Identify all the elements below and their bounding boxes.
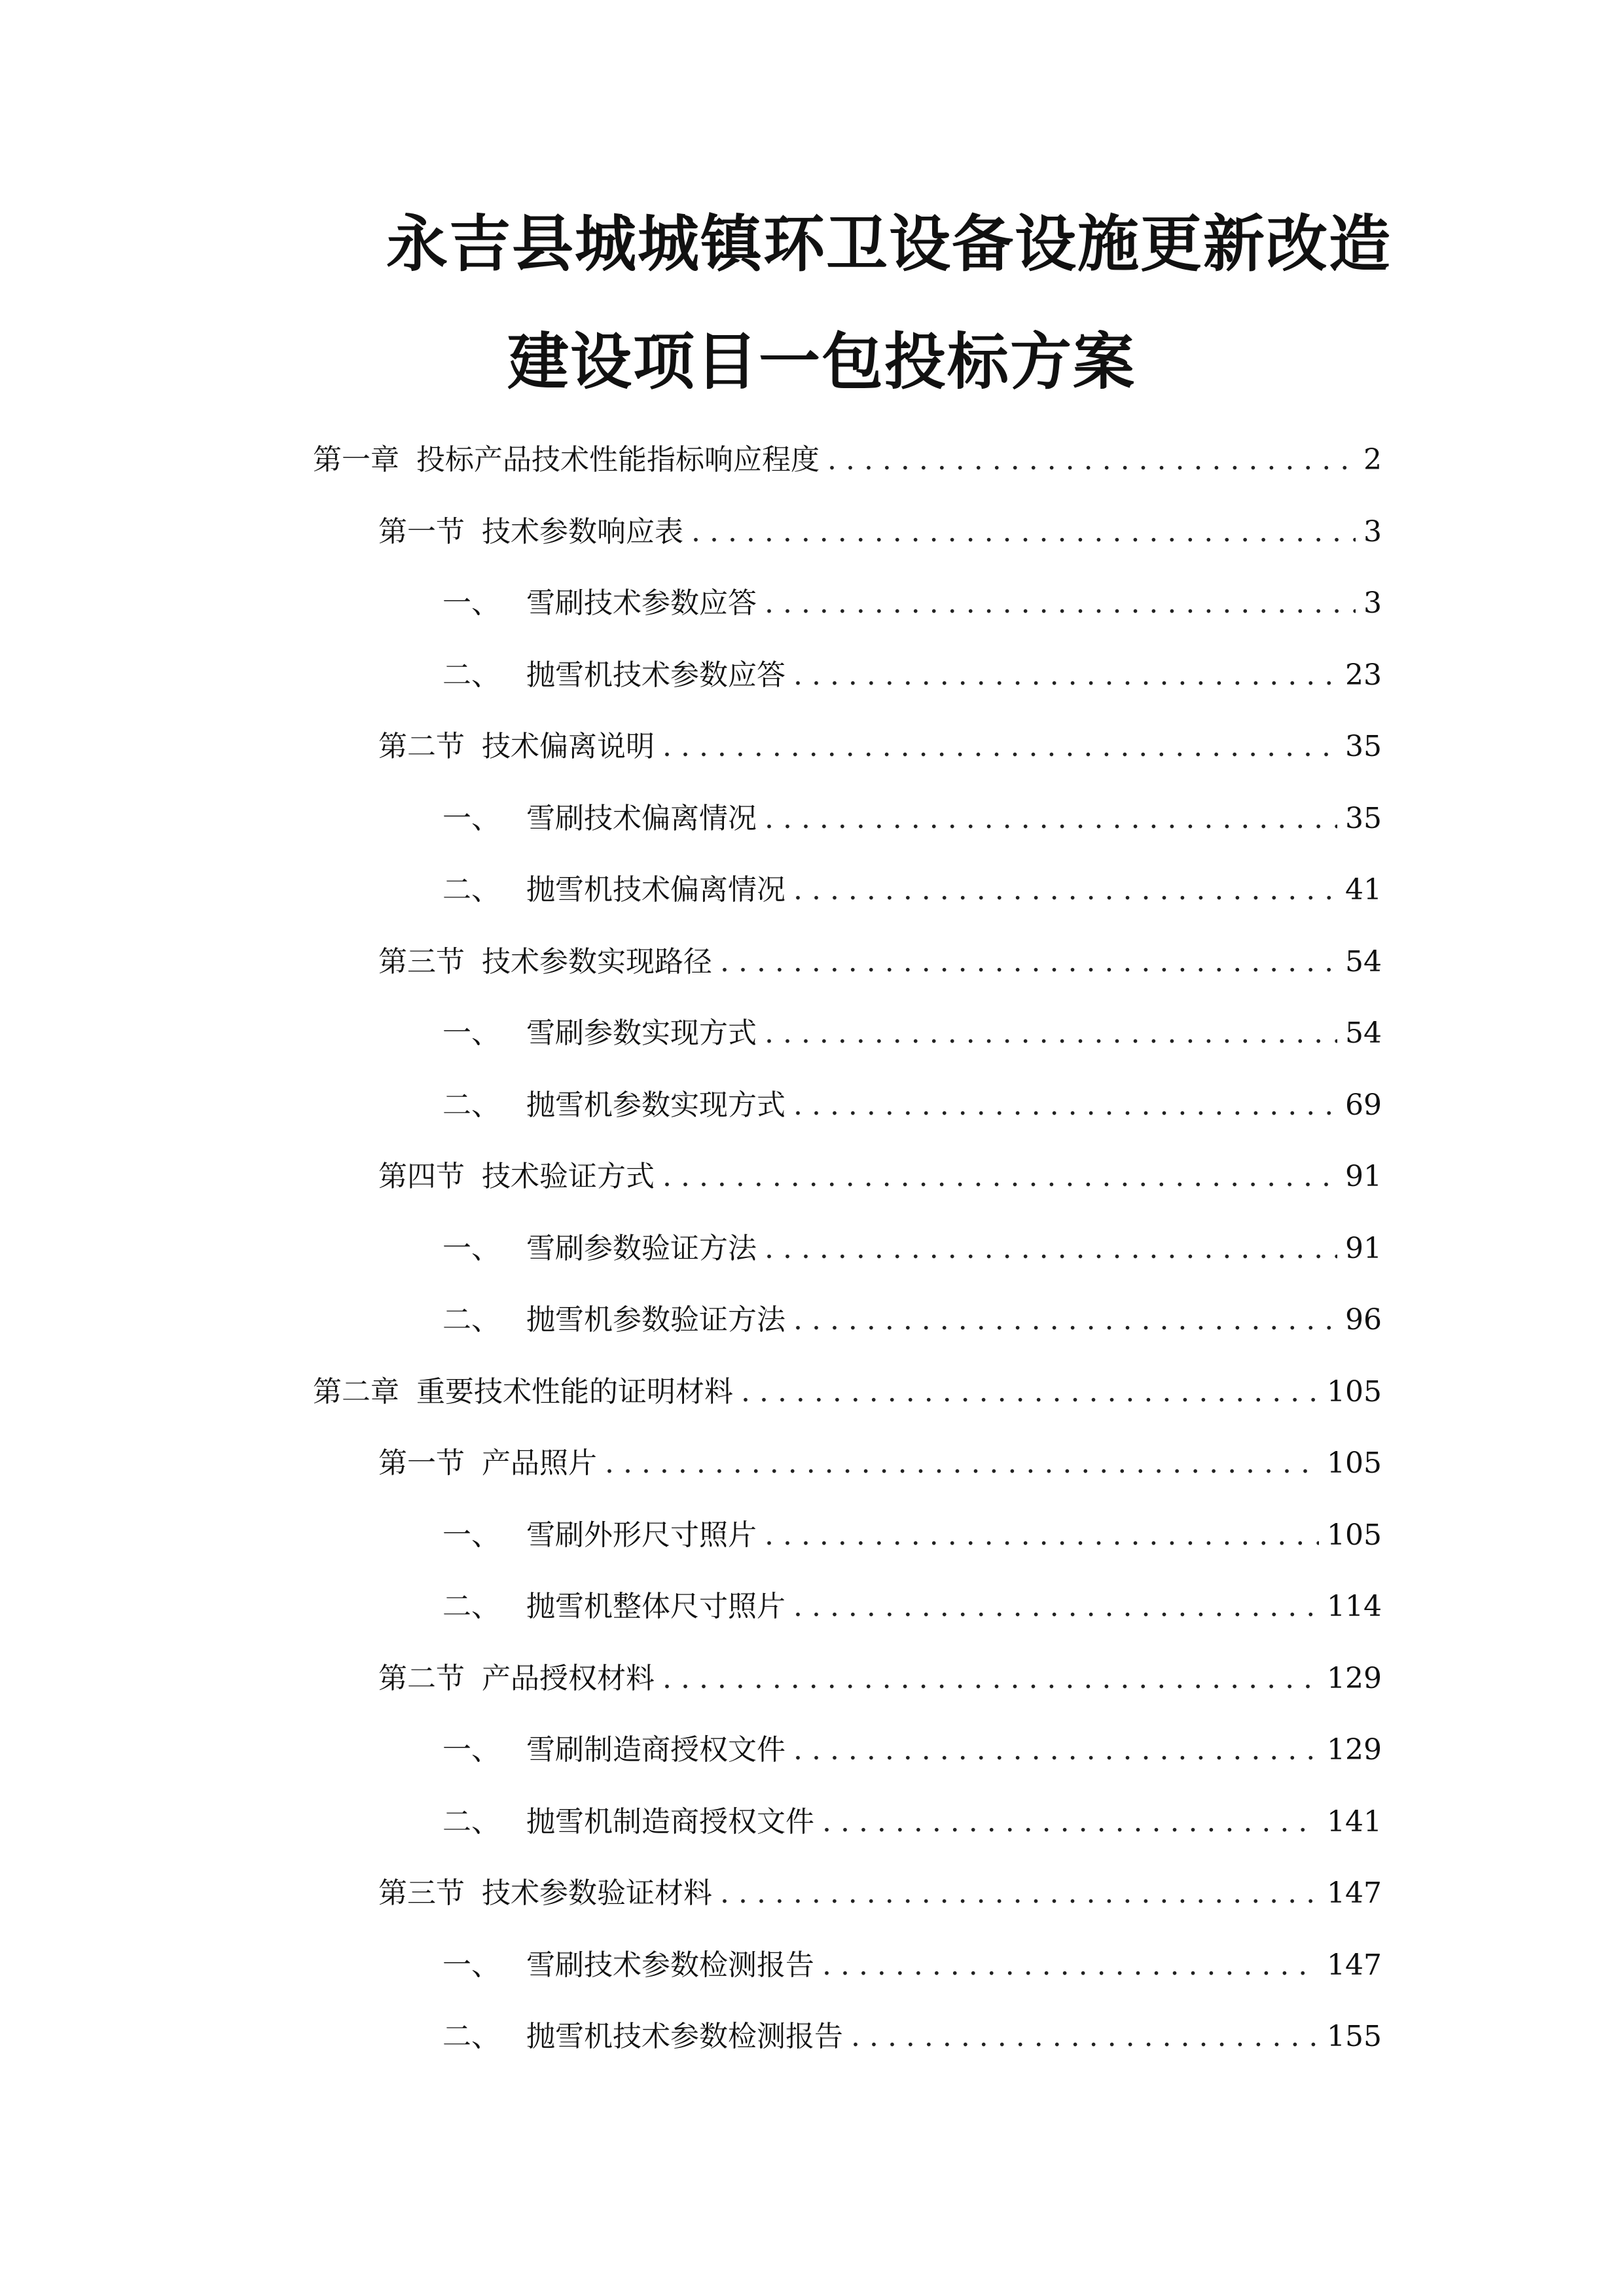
- toc-entry-label: [442, 1297, 785, 1343]
- toc-entry-label: [313, 437, 820, 483]
- toc-dot-leader: [793, 867, 1337, 913]
- toc-entry-label: [378, 939, 712, 985]
- toc-page-number: 91: [1345, 1160, 1382, 1193]
- toc-page-number: 96: [1345, 1303, 1382, 1336]
- toc-dot-leader: [662, 724, 1337, 770]
- toc-entry-label: [442, 867, 785, 913]
- toc-entry-number: 第四节: [378, 1160, 465, 1193]
- toc-page-number: 3: [1363, 514, 1382, 548]
- toc-entry-text: 抛雪机技术参数应答: [526, 658, 785, 692]
- toc-entry-text: 技术验证方式: [482, 1160, 655, 1193]
- toc-entry-number: 二、: [442, 1303, 500, 1336]
- toc-page-number: 54: [1345, 1016, 1382, 1050]
- toc-page-number: 91: [1345, 1231, 1382, 1265]
- toc-entry-number: 第二节: [378, 730, 465, 763]
- toc-entry-text: 抛雪机技术偏离情况: [526, 873, 785, 906]
- document-title-line-2: 建设项目一包投标方案: [507, 326, 1136, 398]
- toc-entry-text: 抛雪机参数验证方法: [526, 1303, 785, 1336]
- toc-page-number: 35: [1345, 801, 1382, 835]
- toc-entry-label: [378, 724, 655, 770]
- toc-dot-leader: [793, 1727, 1319, 1773]
- toc-entry-number: 二、: [442, 2020, 500, 2053]
- toc-entry-number: 二、: [442, 658, 500, 692]
- toc-entry-number: 一、: [442, 1733, 500, 1767]
- toc-page-number: 105: [1327, 1446, 1382, 1480]
- toc-entry-number: 一、: [442, 1016, 500, 1050]
- toc-entry-text: 技术偏离说明: [482, 730, 655, 763]
- toc-dot-leader: [793, 653, 1337, 698]
- toc-page-number: 114: [1327, 1590, 1382, 1623]
- toc-entry-text: 抛雪机参数实现方式: [526, 1088, 785, 1122]
- toc-entry[interactable]: [378, 1656, 1382, 1702]
- toc-page-number: 2: [1363, 443, 1382, 476]
- toc-entry-number: 一、: [442, 1231, 500, 1265]
- toc-entry[interactable]: [378, 939, 1382, 985]
- toc-page-number: 3: [1363, 586, 1382, 620]
- toc-entry[interactable]: [378, 509, 1382, 555]
- toc-entry[interactable]: [442, 1226, 1382, 1272]
- toc-entry[interactable]: [442, 867, 1382, 913]
- toc-entry-label: [442, 581, 757, 626]
- toc-entry-text: 技术参数实现路径: [482, 944, 712, 978]
- toc-page-number: 141: [1327, 1804, 1382, 1839]
- toc-page-number: 129: [1327, 1733, 1382, 1767]
- toc-entry-label: [442, 1011, 757, 1056]
- toc-entry-number: 第一节: [378, 514, 465, 548]
- toc-entry-label: [442, 1226, 757, 1272]
- document-title-line-1: 永吉县城城镇环卫设备设施更新改造: [386, 208, 1392, 280]
- toc-entry-number: 一、: [442, 801, 500, 835]
- toc-dot-leader: [793, 1584, 1319, 1630]
- toc-dot-leader: [822, 1943, 1319, 1988]
- toc-entry-label: [442, 2014, 843, 2060]
- toc-page-number: 105: [1327, 1518, 1382, 1552]
- toc-entry[interactable]: [442, 1943, 1382, 1988]
- toc-entry-number: 第一节: [378, 1446, 465, 1480]
- toc-page-number: 105: [1327, 1374, 1382, 1408]
- toc-entry-text: 雪刷技术参数应答: [526, 586, 757, 620]
- toc-entry-label: [378, 509, 683, 555]
- toc-entry[interactable]: [442, 1297, 1382, 1343]
- toc-entry[interactable]: [442, 796, 1382, 842]
- toc-entry-text: 产品照片: [482, 1446, 597, 1480]
- toc-entry-number: 二、: [442, 1088, 500, 1122]
- toc-entry-number: 一、: [442, 586, 500, 620]
- toc-entry[interactable]: [442, 653, 1382, 698]
- toc-page-number: 54: [1345, 944, 1382, 978]
- toc-entry-number: 一、: [442, 1518, 500, 1552]
- toc-entry-text: 技术参数验证材料: [482, 1876, 712, 1910]
- toc-entry-number: 第三节: [378, 1876, 465, 1910]
- toc-entry-label: [378, 1154, 655, 1200]
- toc-entry[interactable]: [442, 1083, 1382, 1128]
- toc-entry-label: [442, 1513, 757, 1558]
- toc-page-number: 155: [1327, 2020, 1382, 2053]
- toc-entry-label: [378, 1656, 655, 1702]
- toc-page-number: 147: [1327, 1876, 1382, 1910]
- toc-entry-label: [442, 1799, 814, 1845]
- toc-entry-number: 二、: [442, 1590, 500, 1623]
- toc-entry[interactable]: [442, 1513, 1382, 1558]
- toc-entry-text: 雪刷参数验证方法: [526, 1231, 757, 1265]
- toc-dot-leader: [662, 1656, 1319, 1702]
- toc-entry[interactable]: [313, 437, 1382, 483]
- toc-entry[interactable]: [442, 2014, 1382, 2060]
- toc-entry-label: [442, 1943, 814, 1988]
- toc-entry[interactable]: [442, 1584, 1382, 1630]
- toc-dot-leader: [793, 1083, 1337, 1128]
- toc-entry-label: [442, 1727, 785, 1773]
- toc-page-number: 23: [1345, 658, 1382, 692]
- toc-dot-leader: [793, 1297, 1337, 1343]
- toc-entry-label: [442, 796, 757, 842]
- toc-entry[interactable]: [442, 1799, 1382, 1845]
- toc-entry-text: 抛雪机技术参数检测报告: [526, 2020, 843, 2053]
- toc-entry-number: 一、: [442, 1948, 500, 1982]
- toc-entry-number: 第三节: [378, 944, 465, 978]
- toc-entry-text: 技术参数响应表: [482, 514, 683, 548]
- toc-dot-leader: [765, 1226, 1337, 1272]
- toc-entry-text: 重要技术性能的证明材料: [416, 1374, 733, 1408]
- toc-dot-leader: [765, 1513, 1319, 1558]
- toc-entry-text: 雪刷外形尺寸照片: [526, 1518, 757, 1552]
- toc-page-number: 35: [1345, 730, 1382, 763]
- toc-dot-leader: [662, 1154, 1337, 1200]
- toc-dot-leader: [691, 509, 1356, 555]
- toc-dot-leader: [605, 1441, 1319, 1486]
- toc-entry-number: 第二节: [378, 1661, 465, 1695]
- toc-entry-label: [313, 1369, 733, 1415]
- toc-dot-leader: [851, 2014, 1319, 2060]
- toc-dot-leader: [741, 1369, 1319, 1415]
- toc-entry[interactable]: [378, 1441, 1382, 1486]
- toc-dot-leader: [765, 1011, 1337, 1056]
- toc-dot-leader: [822, 1799, 1319, 1845]
- toc-entry-label: [442, 653, 785, 698]
- toc-entry-text: 投标产品技术性能指标响应程度: [416, 443, 820, 476]
- toc-entry-text: 雪刷技术参数检测报告: [526, 1948, 814, 1982]
- toc-dot-leader: [827, 437, 1356, 483]
- toc-page-number: 41: [1345, 873, 1382, 906]
- toc-entry[interactable]: [442, 1011, 1382, 1056]
- toc-entry-label: [442, 1584, 785, 1630]
- toc-dot-leader: [765, 796, 1337, 842]
- toc-entry-label: [378, 1871, 712, 1916]
- toc-entry[interactable]: [442, 1727, 1382, 1773]
- toc-entry-number: 二、: [442, 1804, 500, 1839]
- toc-page-number: 69: [1345, 1088, 1382, 1122]
- toc-entry-number: 第二章: [313, 1374, 399, 1408]
- toc-page-number: 147: [1327, 1948, 1382, 1982]
- toc-entry-label: [378, 1441, 597, 1486]
- toc-entry[interactable]: [313, 1369, 1382, 1415]
- toc-entry-text: 抛雪机整体尺寸照片: [526, 1590, 785, 1623]
- toc-entry-text: 雪刷制造商授权文件: [526, 1733, 785, 1767]
- toc-page-number: 129: [1327, 1661, 1382, 1695]
- toc-dot-leader: [720, 1871, 1319, 1916]
- toc-entry[interactable]: [442, 581, 1382, 626]
- toc-entry-text: 雪刷技术偏离情况: [526, 801, 757, 835]
- toc-entry-number: 二、: [442, 873, 500, 906]
- toc-entry[interactable]: [378, 724, 1382, 770]
- toc-entry-text: 产品授权材料: [482, 1661, 655, 1695]
- toc-entry-label: [442, 1083, 785, 1128]
- toc-entry-number: 第一章: [313, 443, 399, 476]
- toc-dot-leader: [765, 581, 1356, 626]
- toc-entry[interactable]: [378, 1154, 1382, 1200]
- toc-entry-text: 雪刷参数实现方式: [526, 1016, 757, 1050]
- toc-entry-text: 抛雪机制造商授权文件: [526, 1804, 814, 1839]
- toc-dot-leader: [720, 939, 1337, 985]
- toc-entry[interactable]: [378, 1871, 1382, 1916]
